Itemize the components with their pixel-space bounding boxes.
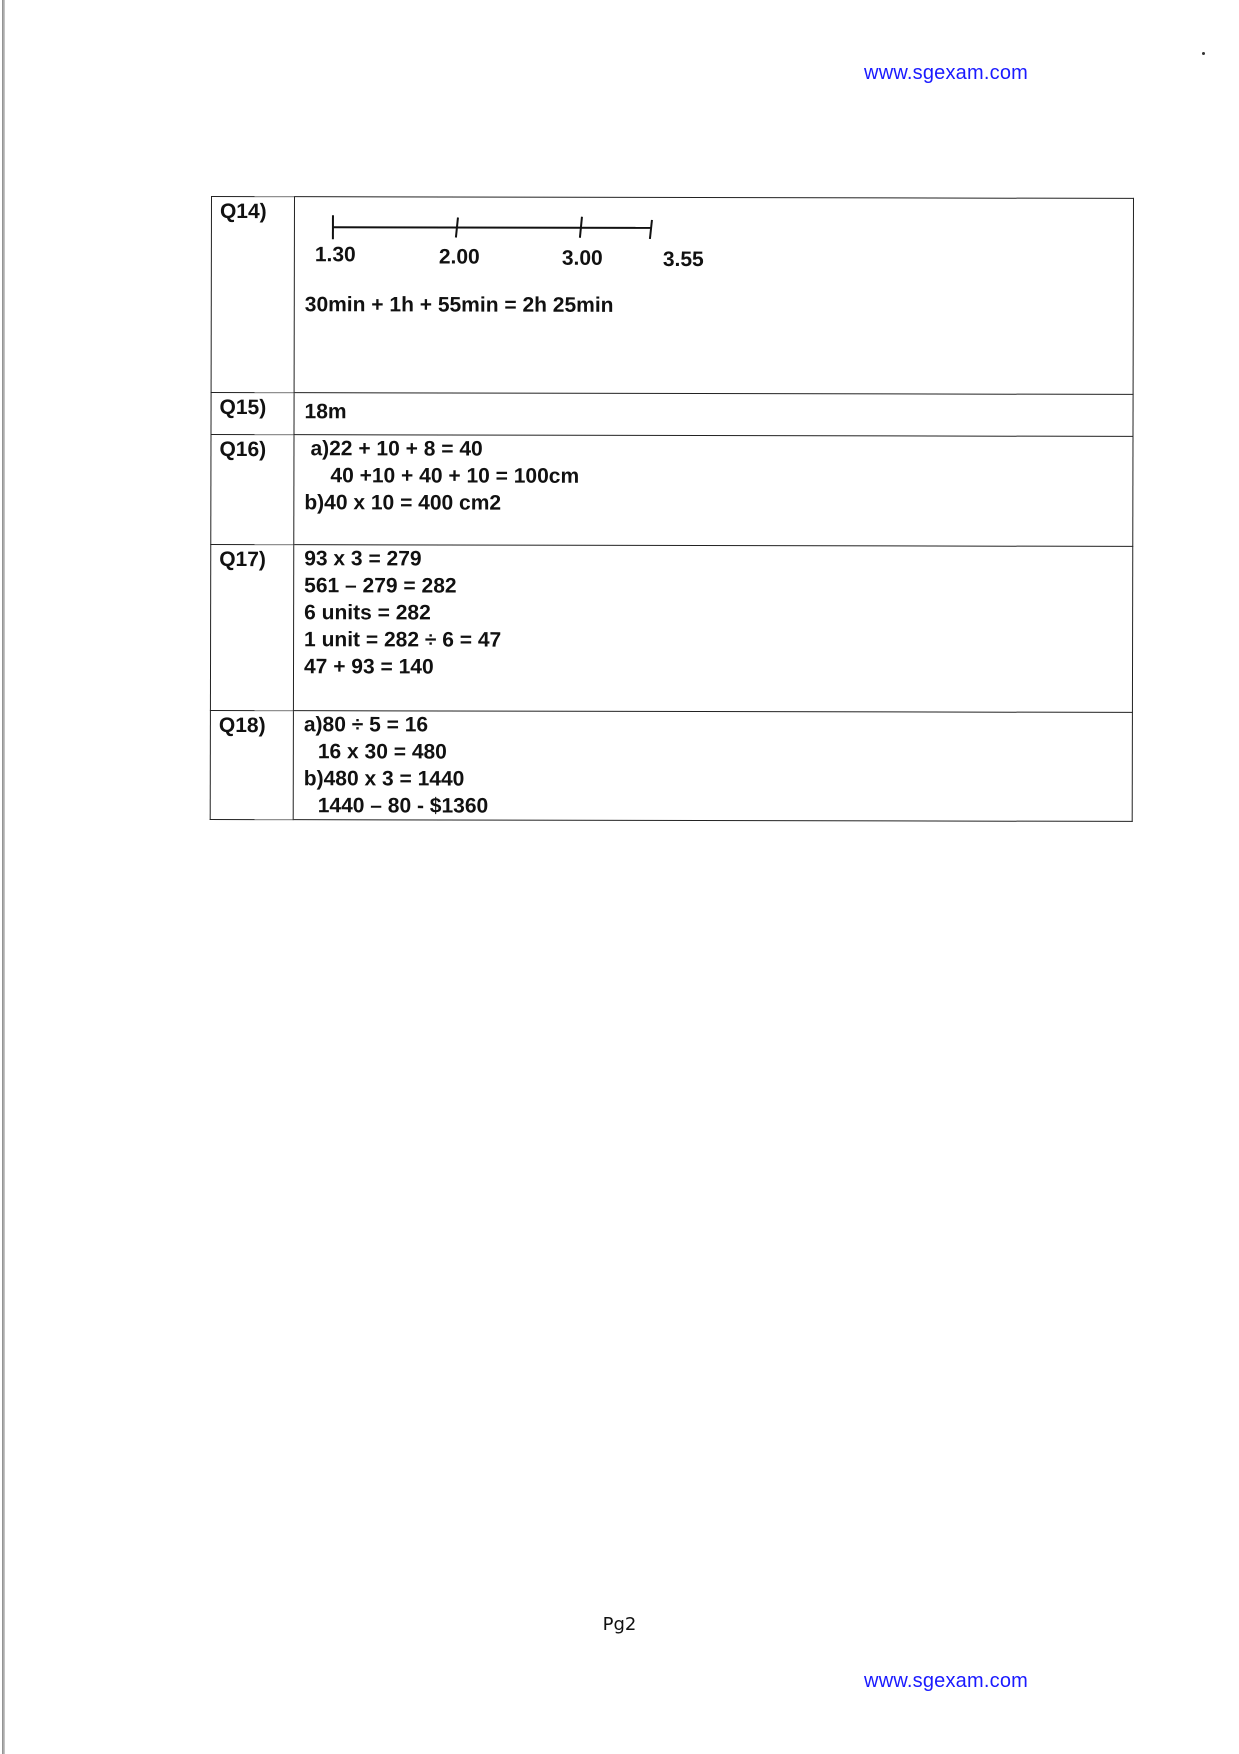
answer-working bbox=[294, 435, 1133, 547]
duration-sum: 30min + 1h + 55min = 2h 25min bbox=[304, 293, 614, 317]
tick-label-4: 3.55 bbox=[662, 247, 704, 272]
answer-working bbox=[294, 393, 1133, 437]
answer-line: 47 + 93 = 140 bbox=[303, 655, 434, 679]
answer-line: 6 units = 282 bbox=[304, 601, 431, 625]
answer-working bbox=[294, 197, 1133, 395]
answer-line: 16 x 30 = 480 bbox=[317, 740, 447, 764]
page-number: Pg2 bbox=[602, 1614, 637, 1635]
number-line-tick-3 bbox=[580, 217, 582, 238]
answer-line: b)40 x 10 = 400 cm2 bbox=[304, 491, 502, 515]
answer-working bbox=[293, 711, 1132, 822]
question-number: Q18) bbox=[210, 710, 293, 819]
question-number: Q15) bbox=[211, 393, 294, 435]
answer-working bbox=[293, 545, 1132, 713]
scan-speck bbox=[1202, 52, 1205, 55]
answer-line: 40 +10 + 40 + 10 = 100cm bbox=[330, 464, 580, 488]
number-line-tick-4 bbox=[650, 220, 652, 239]
answer-line: 1440 – 80 - $1360 bbox=[317, 794, 489, 818]
answer-table bbox=[210, 196, 1134, 822]
scan-binding-edge bbox=[2, 0, 5, 1754]
tick-label-2: 2.00 bbox=[438, 245, 480, 269]
answer-line: 18m bbox=[304, 400, 347, 424]
tick-label-1: 1.30 bbox=[314, 243, 356, 267]
answer-row-q17 bbox=[210, 545, 1132, 713]
answer-row-q14 bbox=[211, 197, 1133, 395]
answer-line: 561 – 279 = 282 bbox=[304, 574, 457, 598]
answer-line: 93 x 3 = 279 bbox=[304, 547, 422, 571]
answer-row-q15 bbox=[211, 393, 1133, 437]
tick-label-3: 3.00 bbox=[561, 246, 603, 270]
footer-site-link[interactable]: www.sgexam.com bbox=[864, 1670, 1028, 1692]
number-line-axis bbox=[333, 227, 651, 228]
time-number-line bbox=[311, 211, 731, 276]
question-number: Q17) bbox=[210, 545, 293, 711]
answer-row-q16 bbox=[211, 435, 1133, 547]
number-line-tick-2 bbox=[456, 218, 458, 238]
header-site-link[interactable]: www.sgexam.com bbox=[864, 62, 1028, 84]
answer-row-q18 bbox=[210, 710, 1132, 821]
question-number: Q14) bbox=[211, 197, 294, 393]
answer-line: b)480 x 3 = 1440 bbox=[303, 767, 465, 791]
question-number: Q16) bbox=[211, 435, 294, 545]
answer-line: 1 unit = 282 ÷ 6 = 47 bbox=[304, 628, 502, 652]
answer-line: a)22 + 10 + 8 = 40 bbox=[310, 437, 483, 461]
answer-line: a)80 ÷ 5 = 16 bbox=[303, 713, 429, 737]
